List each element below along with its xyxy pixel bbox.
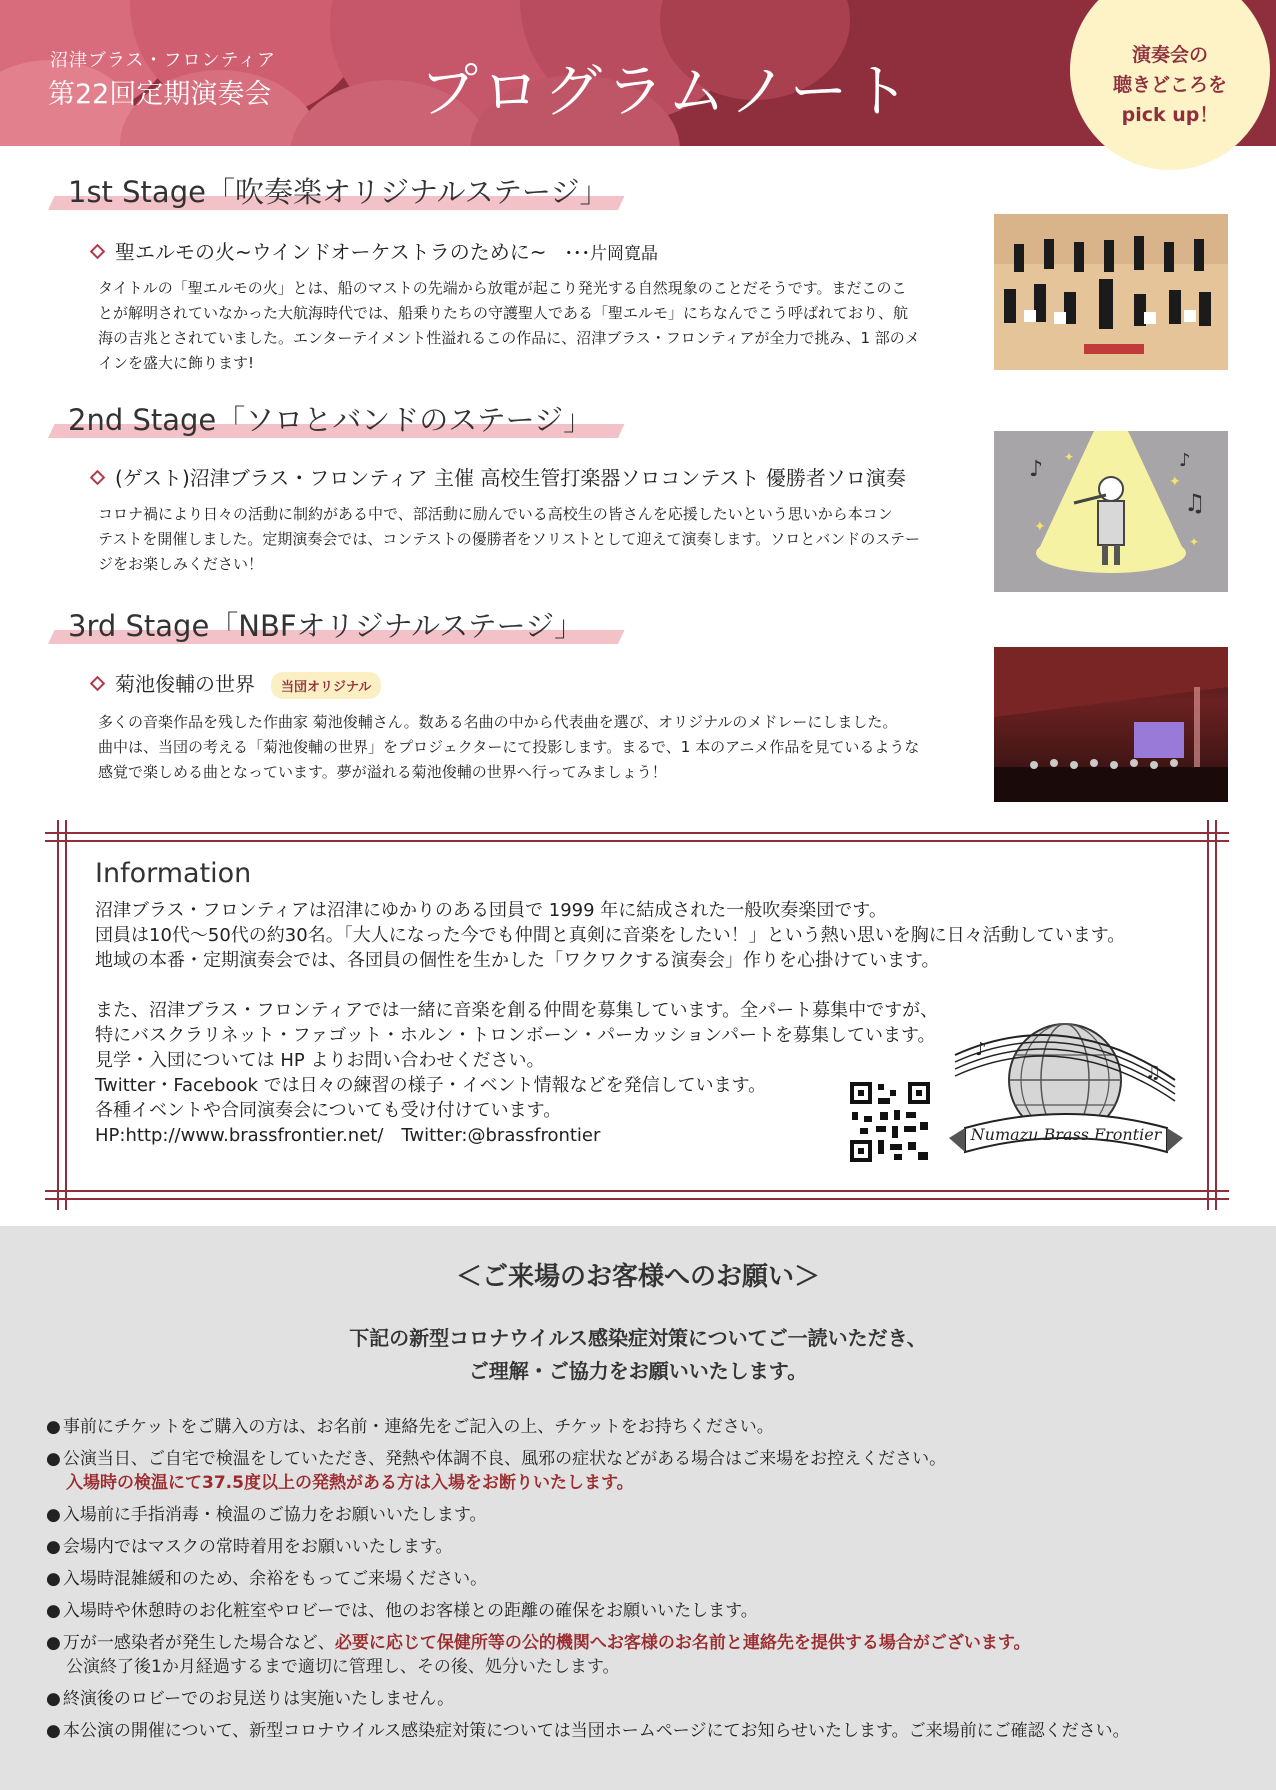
desc-line: 多くの音楽作品を残した作曲家 菊池俊輔さん。数ある名曲の中から代表曲を選び、オリジナルのメドレーにしました。: [98, 713, 898, 731]
rule-item: [46, 1716, 1130, 1741]
intro-line: 下記の新型コロナウイルス感染症対策についてご一読いただき、: [349, 1326, 927, 1350]
desc-line: コロナ禍により日々の活動に制約がある中で、部活動に励んでいる高校生の皆さんを応援したいという思いから本コン: [98, 505, 893, 523]
desc-line: ジをお楽しみください！: [98, 555, 264, 573]
piece-composer: ･･･片岡寛晶: [564, 244, 659, 264]
info-line: 特にバスクラリネット・ファゴット・ホルン・トロンボーン・パーカッションパートを募集しています。: [95, 1025, 936, 1046]
pickup-line: 聴きどころを: [1112, 74, 1227, 96]
rule-item: [46, 1684, 454, 1709]
logo-text: Numazu Brass Frontier: [970, 1125, 1162, 1144]
svg-text:♫: ♫: [1145, 1062, 1162, 1083]
frame-line: [65, 820, 67, 1210]
rule-warning: 入場時の検温にて37.5度以上の発熱がある方は入場をお断りいたします。: [66, 1473, 634, 1493]
concert-stage-illustration: [994, 647, 1228, 802]
rule-item: [46, 1596, 758, 1621]
info-line: Twitter・Facebook では日々の練習の様子・イベント情報などを発信しています。: [95, 1075, 767, 1096]
stage-3-description: [98, 710, 928, 785]
stage-3-title: 3rd Stage「NBFオリジナルステージ」: [68, 609, 584, 643]
stage-1-piece: [92, 236, 658, 265]
info-line: 見学・入団については HP よりお問い合わせください。: [95, 1050, 545, 1071]
rule-text: 本公演の開催について、新型コロナウイルス感染症対策については当団ホームページにてお知らせいたします。ご来場前にご確認ください。: [62, 1721, 1130, 1741]
piece-title: 菊池俊輔の世界: [115, 672, 255, 696]
desc-line: インを盛大に飾ります!: [98, 354, 255, 372]
information-title: Information: [95, 858, 252, 889]
frame-line: [45, 840, 1229, 842]
info-line: 各種イベントや合同演奏会についても受け付けています。: [95, 1100, 562, 1121]
globe-logo-icon: [945, 1010, 1185, 1170]
rule-text: 会場内ではマスクの常時着用をお願いいたします。: [62, 1537, 453, 1557]
frame-line: [45, 1190, 1229, 1192]
diamond-bullet-icon: [90, 470, 106, 486]
info-line: 団員は10代～50代の約30名。「大人になった今でも仲間と真剣に音楽をしたい！」という熱い思いを胸に日々活動しています。: [95, 925, 1126, 946]
bullet-icon: ●: [46, 1417, 61, 1437]
bullet-icon: ●: [46, 1449, 61, 1469]
frame-line: [57, 820, 59, 1210]
frame-line: [1207, 820, 1209, 1210]
notice-title: ＜ご来場のお客様へのお願い＞: [455, 1262, 820, 1292]
concert-hall-photo: [994, 647, 1228, 802]
rule-item: [46, 1628, 1030, 1653]
rule-item: [46, 1532, 452, 1557]
rule-item: [46, 1444, 946, 1469]
info-line: また、沼津ブラス・フロンティアでは一緒に音楽を創る仲間を募集しています。全パート募集中ですが、: [95, 1000, 939, 1021]
bullet-icon: ●: [46, 1569, 61, 1589]
stage-1-description: [98, 276, 928, 376]
diamond-bullet-icon: [90, 244, 106, 260]
svg-text:✦: ✦: [1189, 535, 1200, 549]
svg-text:♪: ♪: [975, 1039, 987, 1060]
rule-text: 万が一感染者が発生した場合など、: [62, 1633, 335, 1653]
svg-text:✦: ✦: [1034, 519, 1046, 535]
rule-text: 終演後のロビーでのお見送りは実施いたしません。: [62, 1689, 455, 1709]
frame-line: [45, 1198, 1229, 1200]
flute-soloist-spotlight-illustration: [994, 431, 1228, 592]
stage-3-heading: [48, 604, 628, 644]
svg-text:✦: ✦: [1064, 450, 1075, 464]
rule-item: [46, 1564, 487, 1589]
rule-item: [46, 1500, 486, 1525]
desc-line: とが解明されていなかった大航海時代では、船乗りたちの守護聖人である「聖エルモ」にちなんでこう呼ばれており、航: [98, 304, 909, 322]
notice-section: [0, 1226, 1276, 1790]
rule-text: 入場時混雑緩和のため、余裕をもってご来場ください。: [62, 1569, 488, 1589]
desc-line: テストを開催しました。定期演奏会では、コンテストの優勝者をソリストとして迎えて演奏します。ソロとバンドのステー: [98, 530, 921, 548]
bullet-icon: ●: [46, 1505, 61, 1525]
bullet-icon: ●: [46, 1721, 61, 1741]
intro-line: ご理解・ご協力をお願いいたします。: [468, 1359, 808, 1383]
pickup-line: pick up！: [1121, 104, 1219, 126]
desc-line: 感覚で楽しめる曲となっています。夢が溢れる菊池俊輔の世界へ行ってみましょう！: [98, 763, 667, 781]
stage-3-piece: [92, 668, 381, 699]
bullet-icon: ●: [46, 1689, 61, 1709]
stage-1-title: 1st Stage「吹奏楽オリジナルステージ」: [68, 175, 609, 209]
band-photo-illustration: [994, 214, 1228, 370]
rule-text: 入場前に手指消毒・検温のご協力をお願いいたします。: [62, 1505, 487, 1525]
desc-line: 曲中は、当団の考える「菊池俊輔の世界」をプロジェクターにて投影します。まるで、1 本のアニメ作品を見ているような: [98, 738, 920, 756]
info-line: [95, 973, 1125, 998]
org-name: 沼津ブラス・フロンティア: [50, 50, 277, 71]
piece-title: (ゲスト)沼津ブラス・フロンティア 主催 高校生管打楽器ソロコンテスト 優勝者ソロ演奏: [115, 466, 906, 490]
rule-text: 事前にチケットをご購入の方は、お名前・連絡先をご記入の上、チケットをお持ちください。: [62, 1417, 774, 1437]
info-line: HP:http://www.brassfrontier.net/ Twitter:@brassfrontier: [95, 1125, 601, 1146]
information-box: [45, 820, 1229, 1210]
soloist-illustration: [994, 431, 1228, 592]
stage-2-piece: [92, 462, 906, 491]
piece-title: 聖エルモの火~ウインドオーケストラのために~: [115, 240, 547, 264]
diamond-bullet-icon: [90, 676, 106, 692]
page-title: プログラムノート: [420, 57, 914, 125]
info-line: 地域の本番・定期演奏会では、各団員の個性を生かした「ワクワクする演奏会」作りを心掛けています。: [95, 950, 940, 971]
rule-item: [46, 1412, 774, 1437]
original-badge: 当団オリジナル: [271, 672, 381, 699]
bullet-icon: ●: [46, 1633, 61, 1653]
info-line: 沼津ブラス・フロンティアは沼津にゆかりのある団員で 1999 年に結成された一般吹奏楽団です。: [95, 900, 887, 921]
svg-text:♪: ♪: [1179, 450, 1191, 471]
concert-name: 第22回定期演奏会: [48, 79, 272, 110]
rule-warning: 必要に応じて保健所等の公的機関へお客様のお名前と連絡先を提供する場合がございます。: [334, 1633, 1031, 1653]
brass-frontier-logo: [945, 1010, 1185, 1170]
frame-line: [1215, 820, 1217, 1210]
bullet-icon: ●: [46, 1601, 61, 1621]
svg-text:♫: ♫: [1184, 489, 1206, 517]
rule-text: 入場時や休憩時のお化粧室やロビーでは、他のお客様との距離の確保をお願いいたします。: [62, 1601, 758, 1621]
desc-line: タイトルの「聖エルモの火」とは、船のマストの先端から放電が起こり発光する自然現象のことだそうです。まだこのこ: [98, 279, 907, 297]
rule-text: 公演当日、ご自宅で検温をしていただき、発熱や体調不良、風邪の症状などがある場合はご来場をお控えください。: [62, 1449, 947, 1469]
stage-2-description: [98, 502, 928, 577]
pickup-line: 演奏会の: [1131, 44, 1208, 66]
stage-2-heading: [48, 398, 628, 438]
svg-text:✦: ✦: [1169, 474, 1181, 490]
qr-code-graphic: [850, 1082, 930, 1162]
band-photo: [994, 214, 1228, 370]
bullet-icon: ●: [46, 1537, 61, 1557]
desc-line: 海の吉兆とされていました。エンターテイメント性溢れるこの作品に、沼津ブラス・フロンティアが全力で挑み、1 部のメ: [98, 329, 920, 347]
qr-code-icon[interactable]: [850, 1082, 930, 1162]
frame-line: [45, 832, 1229, 834]
rule-subtext: 公演終了後1か月経過するまで適切に管理し、その後、処分いたします。: [66, 1657, 620, 1677]
svg-text:♪: ♪: [1029, 457, 1044, 482]
stage-2-title: 2nd Stage「ソロとバンドのステージ」: [68, 403, 593, 437]
notice-intro: [0, 1322, 1276, 1388]
stage-1-heading: [48, 170, 628, 210]
